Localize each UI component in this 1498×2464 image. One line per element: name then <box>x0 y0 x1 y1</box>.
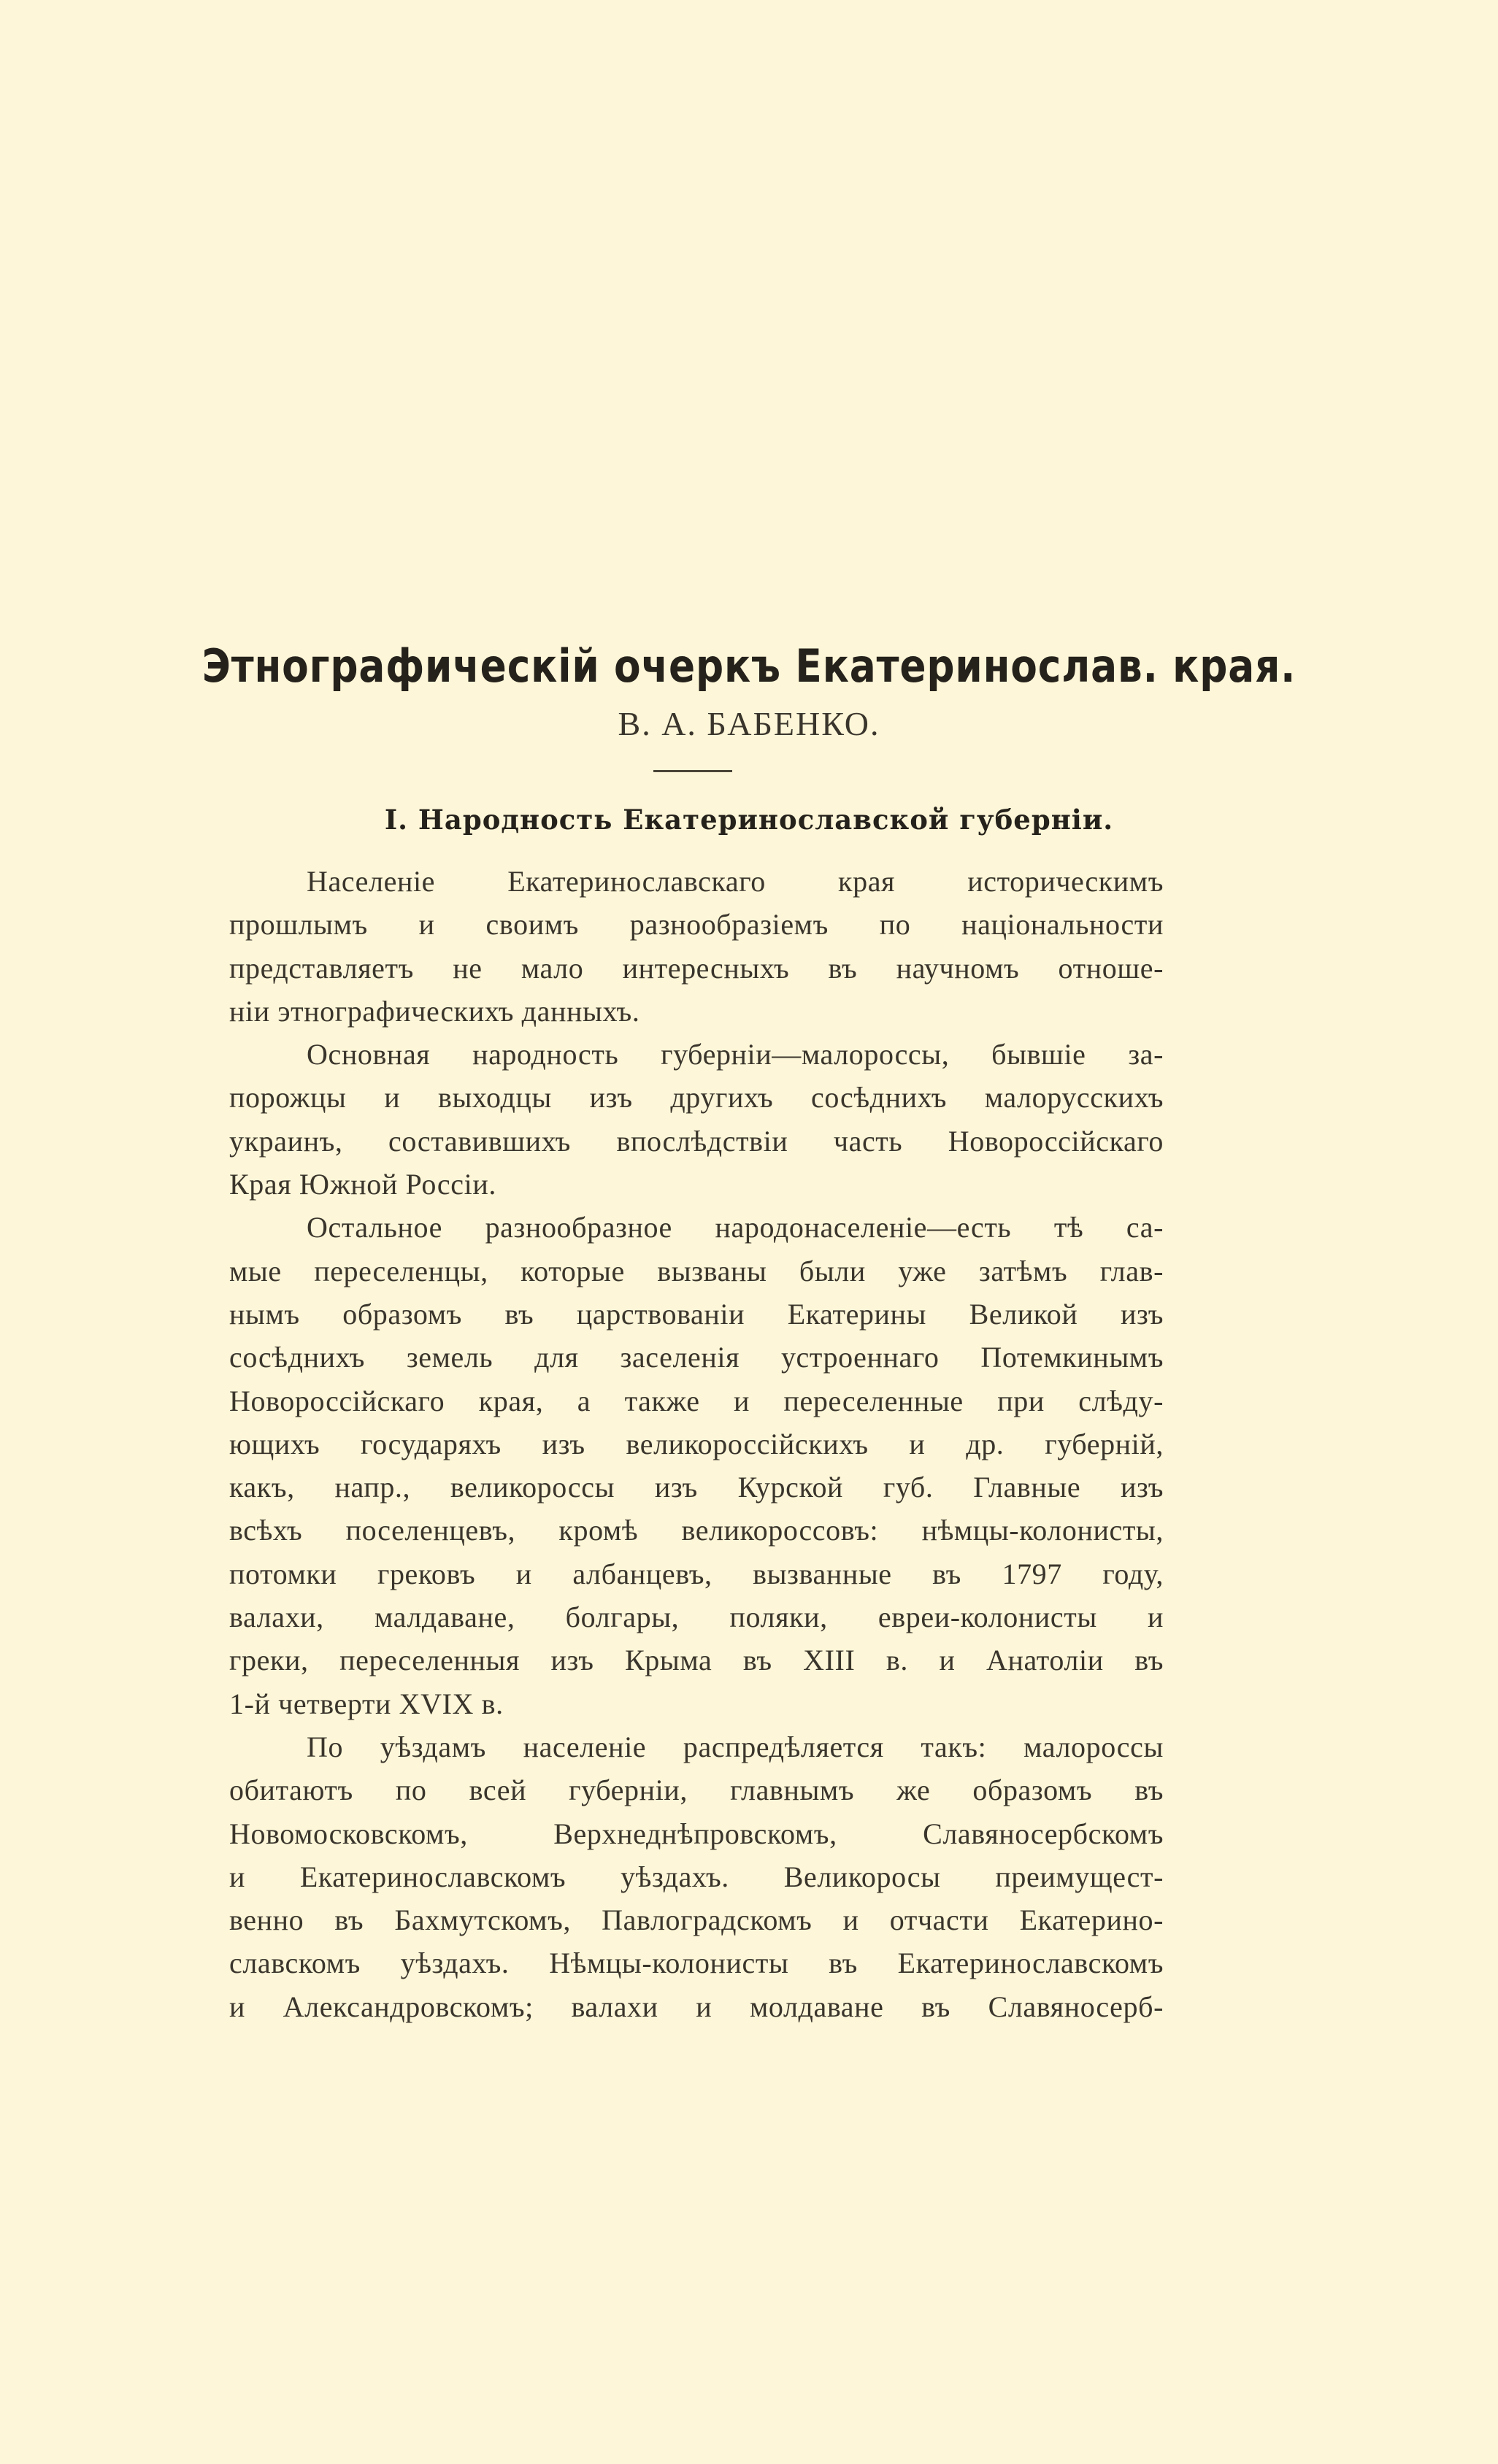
text-line: ющихъ государяхъ изъ великороссійскихъ и др. губерній, <box>229 1427 1164 1460</box>
text-line: валахи, малдаване, болгары, поляки, евреи-колонисты и <box>229 1601 1164 1634</box>
text-line: 1-й четверти XVIX в. <box>229 1687 504 1720</box>
text-line: Остальное разнообразное народонаселеніе—есть тѣ са- <box>307 1211 1164 1244</box>
text-line: мые переселенцы, которые вызваны были уже затѣмъ глав- <box>229 1254 1164 1287</box>
text-line: По уѣздамъ населеніе распредѣляется такъ: малороссы <box>307 1730 1164 1763</box>
text-line: какъ, напр., великороссы изъ Курской губ. Главные изъ <box>229 1471 1164 1504</box>
text-line: славскомъ уѣздахъ. Нѣмцы-колонисты въ Екатеринославскомъ <box>229 1947 1164 1980</box>
text-line: греки, переселенныя изъ Крыма въ XIII в. и Анатоліи въ <box>229 1644 1164 1677</box>
body-text <box>229 860 1164 2028</box>
text-line: и Александровскомъ; валахи и молдаване въ Славяносерб- <box>229 1990 1164 2023</box>
text-line: Новомосковскомъ, Верхнеднѣпровскомъ, Славяносербскомъ <box>229 1817 1164 1850</box>
text-line: и Екатеринославскомъ уѣздахъ. Великоросы преимущест- <box>229 1860 1164 1893</box>
text-line: венно въ Бахмутскомъ, Павлоградскомъ и отчасти Екатерино- <box>229 1903 1164 1937</box>
text-line: ніи этнографическихъ данныхъ. <box>229 994 640 1028</box>
text-line: прошлымъ и своимъ разнообразіемъ по національности <box>229 908 1164 942</box>
text-line: Основная народность губерніи—малороссы, бывшіе за- <box>307 1038 1164 1071</box>
title-divider <box>653 770 732 772</box>
text-line: порожцы и выходцы изъ другихъ сосѣднихъ малорусскихъ <box>229 1081 1164 1114</box>
text-line: представляетъ не мало интересныхъ въ научномъ отноше- <box>229 951 1164 985</box>
text-line: Края Южной Россіи. <box>229 1168 496 1201</box>
text-line: нымъ образомъ въ царствованіи Екатерины Великой изъ <box>229 1297 1164 1331</box>
text-line: украинъ, составившихъ впослѣдствіи часть Новороссійскаго <box>229 1124 1164 1158</box>
text-line: потомки грековъ и албанцевъ, вызванные въ 1797 году, <box>229 1557 1164 1590</box>
text-line: Новороссійскаго края, а также и переселенные при слѣду- <box>229 1384 1164 1417</box>
author-name: В. А. БАБЕНКО. <box>618 705 880 742</box>
text-line: обитаютъ по всей губерніи, главнымъ же образомъ въ <box>229 1774 1164 1807</box>
section-heading: I. Народность Екатеринославской губерніи. <box>384 804 1114 836</box>
text-line: Населеніе Екатеринославскаго края историческимъ <box>307 865 1164 898</box>
article-title: Этнографическій очеркъ Екатеринослав. края. <box>201 639 1297 693</box>
text-line: сосѣднихъ земель для заселенія устроеннаго Потемкинымъ <box>229 1341 1164 1374</box>
text-line: всѣхъ поселенцевъ, кромѣ великороссовъ: нѣмцы-колонисты, <box>229 1514 1164 1547</box>
